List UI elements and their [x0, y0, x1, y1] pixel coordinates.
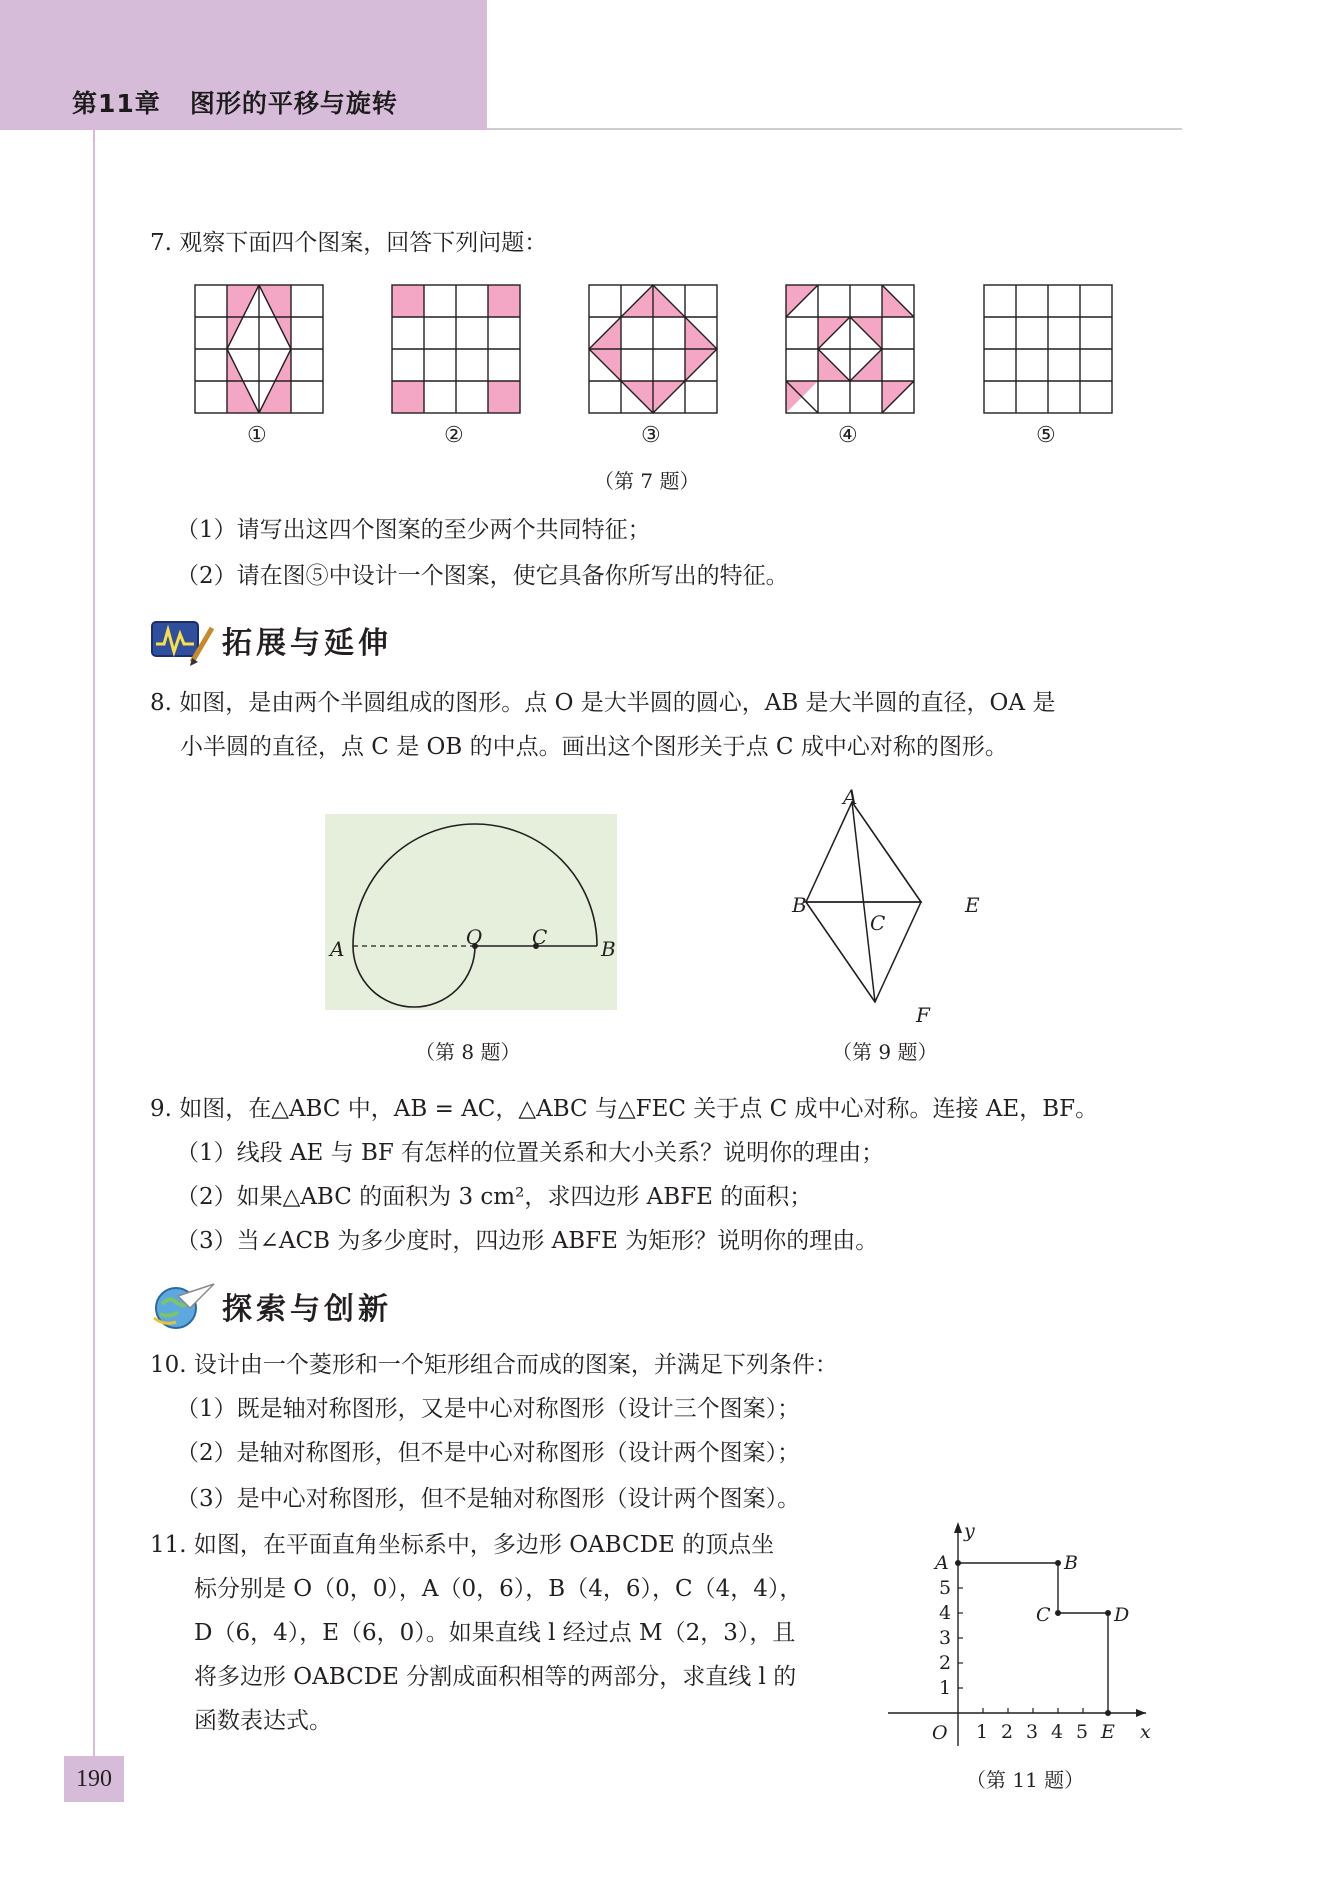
y-tick-2: 2 [939, 1652, 952, 1674]
q10-sub2: （2）是轴对称图形，但不是中心对称图形（设计两个图案）； [176, 1440, 801, 1466]
q9-label-a: A [843, 785, 858, 809]
point-a-label: A [935, 1552, 949, 1574]
x-tick-3: 3 [1026, 1721, 1039, 1743]
label-4: ④ [838, 423, 858, 448]
section-explore-title: 探索与创新 [222, 1292, 392, 1327]
y-tick-3: 3 [939, 1627, 952, 1649]
q8-caption: （第 8 题） [415, 1040, 521, 1064]
y-tick-1: 1 [939, 1677, 952, 1699]
q9-label-b: B [792, 893, 807, 917]
q8-line2: 小半圆的直径，点 C 是 OB 的中点。画出这个图形关于点 C 成中心对称的图形。 [180, 734, 1008, 760]
label-5: ⑤ [1036, 423, 1056, 448]
q10-sub1: （1）既是轴对称图形，又是中心对称图形（设计三个图案）； [176, 1396, 801, 1422]
q8-figure [325, 814, 617, 1010]
origin-label: O [932, 1722, 948, 1744]
q11-line4: 将多边形 OABCDE 分割成面积相等的两部分，求直线 l 的 [194, 1664, 797, 1690]
label-2: ② [444, 423, 464, 448]
x-tick-5: 5 [1076, 1721, 1089, 1743]
q7-stem: 7. 观察下面四个图案，回答下列问题： [150, 230, 548, 256]
q8-label-b: B [601, 937, 616, 961]
point-b-label: B [1064, 1552, 1078, 1574]
pattern-figures [0, 0, 1332, 450]
x-tick-1: 1 [976, 1721, 989, 1743]
y-tick-5: 5 [939, 1577, 952, 1599]
q9-sub1: （1）线段 AE 与 BF 有怎样的位置关系和大小关系？说明你的理由； [176, 1140, 885, 1166]
q11-line1: 11. 如图，在平面直角坐标系中，多边形 OABCDE 的顶点坐 [150, 1532, 775, 1558]
q11-line3: D（6，4），E（6，0）。如果直线 l 经过点 M（2，3），且 [194, 1620, 796, 1646]
x-tick-4: 4 [1051, 1721, 1064, 1743]
q8-label-a: A [330, 937, 345, 961]
x-axis-label: x [1140, 1721, 1151, 1743]
q8-label-o: O [466, 925, 483, 949]
section-extension-title: 拓展与延伸 [222, 626, 392, 661]
q7-sub1: （1）请写出这四个图案的至少两个共同特征； [176, 517, 651, 543]
extension-icon [148, 614, 218, 670]
point-c-label: C [1036, 1604, 1051, 1626]
label-3: ③ [641, 423, 661, 448]
pattern-2 [392, 285, 520, 413]
chapter-title: 第11章 图形的平移与旋转 [72, 89, 398, 118]
point-e-label: E [1101, 1721, 1115, 1743]
q8-label-c: C [532, 925, 548, 949]
q9-stem: 9. 如图，在△ABC 中，AB = AC，△ABC 与△FEC 关于点 C 成中心对称。连接 AE，BF。 [150, 1096, 1099, 1122]
pattern-3 [589, 285, 717, 413]
y-tick-4: 4 [939, 1602, 952, 1624]
explore-icon [148, 1278, 218, 1334]
q9-label-e: E [965, 893, 980, 917]
page-number: 190 [64, 1756, 124, 1802]
q11-caption: （第 11 题） [966, 1768, 1085, 1792]
x-tick-2: 2 [1001, 1721, 1014, 1743]
point-d-label: D [1114, 1604, 1130, 1626]
y-axis-label: y [964, 1520, 975, 1542]
q10-sub3: （3）是中心对称图形，但不是轴对称图形（设计两个图案）。 [176, 1486, 801, 1512]
q7-sub2: （2）请在图⑤中设计一个图案，使它具备你所写出的特征。 [176, 563, 789, 589]
q11-line2: 标分别是 O（0，0），A（0，6），B（4，6），C（4，4）， [194, 1576, 803, 1602]
q8-line1: 8. 如图，是由两个半圆组成的图形。点 O 是大半圆的圆心，AB 是大半圆的直径，OA 是 [150, 690, 1056, 716]
pattern-5 [984, 285, 1112, 413]
q9-label-f: F [916, 1003, 930, 1027]
q10-stem: 10. 设计由一个菱形和一个矩形组合而成的图案，并满足下列条件： [150, 1352, 838, 1378]
q9-label-c: C [870, 911, 886, 935]
pattern-4 [786, 285, 914, 413]
q9-sub3: （3）当∠ACB 为多少度时，四边形 ABFE 为矩形？说明你的理由。 [176, 1228, 879, 1254]
label-1: ① [247, 423, 267, 448]
q9-caption: （第 9 题） [832, 1040, 938, 1064]
pattern-1 [195, 285, 323, 413]
q11-line5: 函数表达式。 [194, 1708, 332, 1734]
q9-sub2: （2）如果△ABC 的面积为 3 cm²，求四边形 ABFE 的面积； [176, 1184, 813, 1210]
q7-caption: （第 7 题） [594, 469, 700, 493]
